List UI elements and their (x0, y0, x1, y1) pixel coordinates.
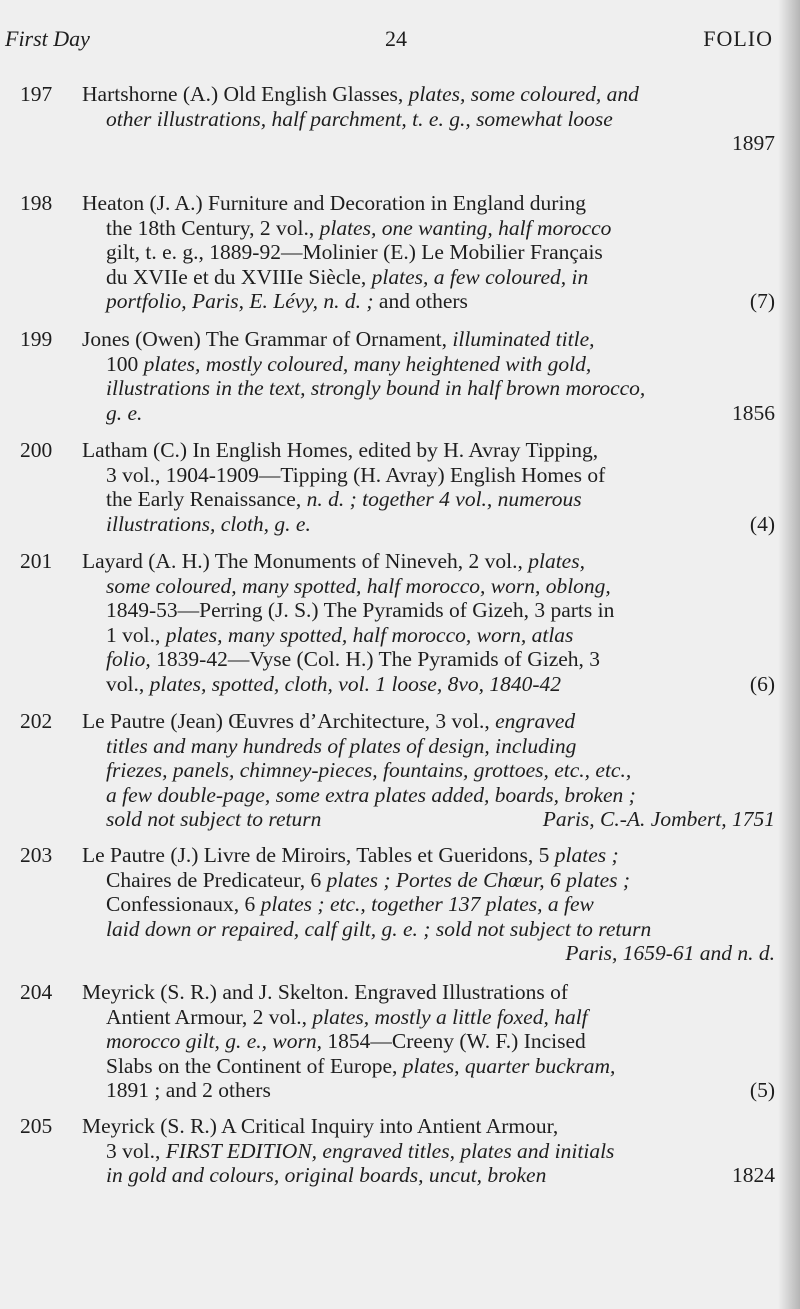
page-number: 24 (385, 26, 407, 51)
lot-description: Meyrick (S. R.) A Critical Inquiry into Antient Armour, 3 vol., FIRST EDITION, engraved titles, plates and initials in gold and colours, original boards, uncut, broken 1824 (82, 1114, 775, 1187)
lot-number: 204 (20, 980, 53, 1004)
page-edge-shadow (778, 0, 800, 1309)
lot-entry (20, 327, 775, 425)
lot-number: 199 (20, 327, 53, 351)
lot-entry (20, 82, 775, 156)
lot-description: Latham (C.) In English Homes, edited by H. Avray Tipping, 3 vol., 1904-1909—Tipping (H. Avray) English Homes of the Early Renaissance, n. d. ; together 4 vol., numerous illustrations, cloth, g. e. (4) (82, 438, 775, 536)
lot-entry (20, 438, 775, 536)
header-day: First Day (5, 26, 90, 51)
lot-entry (20, 709, 775, 832)
lot-number: 198 (20, 191, 53, 215)
lot-description: Meyrick (S. R.) and J. Skelton. Engraved Illustrations of Antient Armour, 2 vol., plates, mostly a little foxed, half morocco gilt, g. e., worn, 1854—Creeny (W. F.) Incised Slabs on the Continent of Europe, plates, quarter buckram, 1891 ; and 2 others (5) (82, 980, 775, 1102)
lot-description: Layard (A. H.) The Monuments of Nineveh, 2 vol., plates, some coloured, many spotted, half morocco, worn, oblong, 1849-53—Perring (J. S.) The Pyramids of Gizeh, 3 parts in 1 vol., plates, many spotted, half morocco, worn, atlas folio, 1839-42—Vyse (Col. H.) The Pyramids of Gizeh, 3 vol., plates, spotted, cloth, vol. 1 loose, 8vo, 1840-42 (6) (82, 549, 775, 696)
lot-number: 197 (20, 82, 53, 106)
lot-description: Heaton (J. A.) Furniture and Decoration in England during the 18th Century, 2 vol., plates, one wanting, half morocco gilt, t. e. g., 1889-92—Molinier (E.) Le Mobilier Français du XVIIe et du XVIIIe Siècle, plates, a few coloured, in portfolio, Paris, E. Lévy, n. d. ; and others (7) (82, 191, 775, 313)
lot-description: Hartshorne (A.) Old English Glasses, plates, some coloured, and other illustrations, half parchment, t. e. g., somewhat loose 1897 (82, 82, 775, 155)
lot-number: 203 (20, 843, 53, 867)
lot-entry (20, 191, 775, 314)
lot-number: 201 (20, 549, 53, 573)
lot-description: Le Pautre (J.) Livre de Miroirs, Tables et Gueridons, 5 plates ; Chaires de Predicateur, 6 plates ; Portes de Chœur, 6 plates ; Confessionaux, 6 plates ; etc., together 137 plates, a few laid down or repaired, calf gilt, g. e. ; sold not subject to return Paris, 1659-61 and n. d. (82, 843, 775, 965)
lot-description: Jones (Owen) The Grammar of Ornament, illuminated title, 100 plates, mostly coloured, many heightened with gold, illustrations in the text, strongly bound in half brown morocco, g. e. 1856 (82, 327, 775, 425)
lot-number: 202 (20, 709, 53, 733)
lot-description: Le Pautre (Jean) Œuvres d’Architecture, 3 vol., engraved titles and many hundreds of plates of design, including friezes, panels, chimney-pieces, fountains, grottoes, etc., etc., a few double-page, some extra plates added, boards, broken ; sold not subject to return Paris, C.-A. Jombert, 1751 (82, 709, 775, 831)
lot-number: 200 (20, 438, 53, 462)
lot-entry (20, 980, 775, 1103)
header-format: FOLIO (703, 26, 773, 51)
lot-entry (20, 1114, 775, 1188)
lot-entry (20, 549, 775, 696)
page-header (5, 26, 773, 56)
lot-number: 205 (20, 1114, 53, 1138)
lot-entry (20, 843, 775, 966)
